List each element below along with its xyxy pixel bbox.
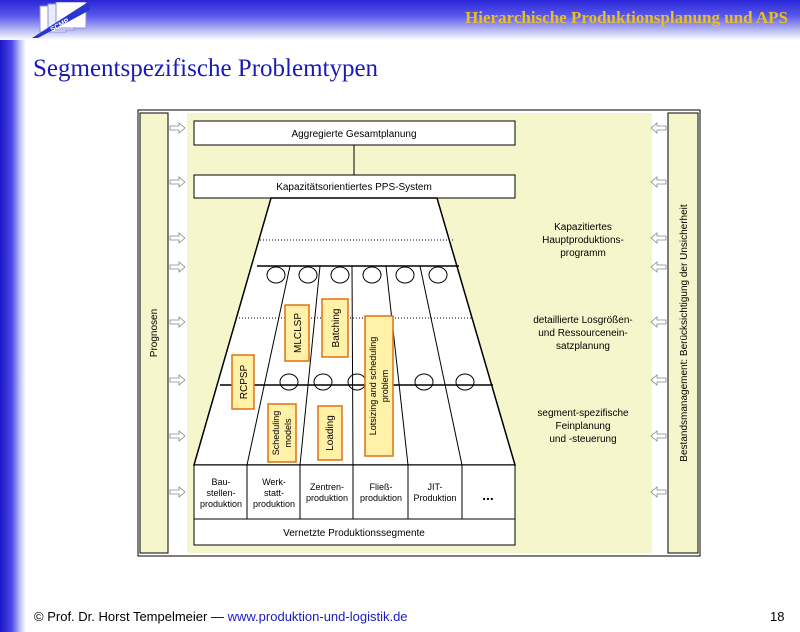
problem-type-batching <box>322 299 348 357</box>
svg-text:Kapazitiertes: Kapazitiertes <box>554 222 612 233</box>
footer-website-link[interactable]: www.produktion-und-logistik.de <box>227 609 408 624</box>
slide-title: Segmentspezifische Problemtypen <box>33 55 379 82</box>
footer <box>34 609 408 624</box>
forecast-label: Prognosen <box>149 308 160 358</box>
header-title: Hierarchische Produktionsplanung und APS <box>465 8 788 27</box>
svg-text:Produktion: Produktion <box>413 493 457 503</box>
svg-text:produktion: produktion <box>359 493 403 503</box>
svg-text:Batching: Batching <box>331 308 342 348</box>
problem-type-mlclsp <box>285 305 309 361</box>
svg-text:Lotsizing and scheduling: Lotsizing and scheduling <box>368 336 378 436</box>
svg-text:Feinplanung: Feinplanung <box>555 421 611 432</box>
copyright-icon: © <box>34 609 44 624</box>
svg-text:statt-: statt- <box>263 488 285 498</box>
svg-text:Hauptproduktions-: Hauptproduktions- <box>542 235 624 246</box>
inventory-label: Bestandsmanagement: Berücksichtigung der Unsicherheit <box>679 204 690 462</box>
problem-type-scheduling <box>268 404 296 462</box>
footer-author: Prof. Dr. Horst Tempelmeier — <box>47 609 224 624</box>
svg-text:stellen-: stellen- <box>206 488 236 498</box>
problem-type-rcpsp <box>232 355 254 409</box>
pps-system-label: Kapazitätsorientiertes PPS-System <box>276 182 432 193</box>
svg-text:produktion: produktion <box>305 493 349 503</box>
segment-boxes <box>194 465 515 519</box>
aggregate-planning-label: Aggregierte Gesamtplanung <box>291 129 417 140</box>
svg-text:Scheduling: Scheduling <box>271 410 281 456</box>
svg-text:...: ... <box>482 487 494 503</box>
svg-text:MLCLSP: MLCLSP <box>293 312 304 354</box>
page-number: 18 <box>770 609 785 624</box>
svg-text:Loading: Loading <box>325 415 336 451</box>
svg-text:Fließ-: Fließ- <box>369 482 393 492</box>
svg-text:produktion: produktion <box>199 499 243 509</box>
svg-text:und Ressourcenein-: und Ressourcenein- <box>538 328 628 339</box>
svg-text:Zentren-: Zentren- <box>309 482 345 492</box>
problem-type-loading <box>318 406 342 460</box>
problem-type-lotsizing <box>365 316 393 456</box>
svg-text:satzplanung: satzplanung <box>556 341 610 352</box>
svg-text:detaillierte Losgrößen-: detaillierte Losgrößen- <box>533 315 633 326</box>
svg-text:produktion: produktion <box>252 499 296 509</box>
logo-text: SCMP <box>49 17 71 34</box>
svg-text:problem: problem <box>380 369 390 403</box>
svg-text:Bau-: Bau- <box>211 477 231 487</box>
svg-text:Werk-: Werk- <box>262 477 286 487</box>
svg-text:programm: programm <box>560 248 606 259</box>
svg-text:RCPSP: RCPSP <box>239 364 250 400</box>
svg-text:und -steuerung: und -steuerung <box>549 434 617 445</box>
svg-text:segment-spezifische: segment-spezifische <box>537 408 629 419</box>
networked-segments-label: Vernetzte Produktionssegmente <box>283 528 425 539</box>
svg-text:models: models <box>283 418 293 448</box>
svg-text:JIT-: JIT- <box>427 482 443 492</box>
